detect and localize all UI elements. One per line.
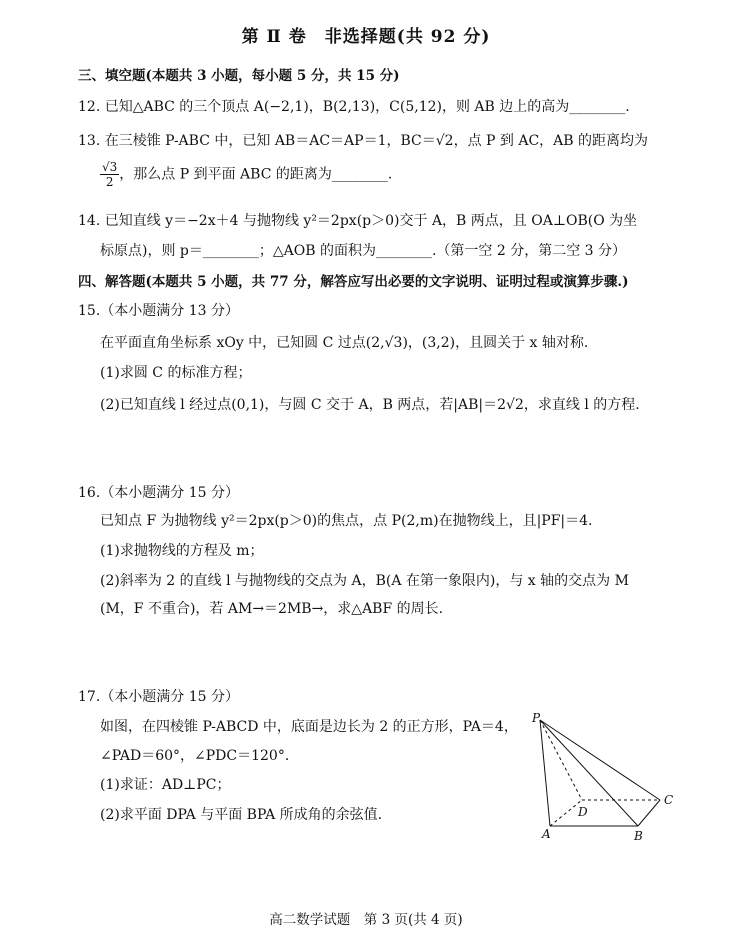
pyramid-figure [528,712,688,844]
question-14-line-2: 标原点)，则 p＝________；△AOB 的面积为________.（第一空 2 分，第二空 3 分） [100,243,627,259]
page-footer: 高二数学试题 第 3 页(共 4 页) [269,912,463,928]
question-16-part-2-line-1: (2)斜率为 2 的直线 l 与抛物线的交点为 A，B(A 在第一象限内)，与 x 轴的交点为 M [100,573,629,589]
edge-BC [638,800,660,826]
fraction-numerator: √3 [102,160,118,174]
question-16-part-2-line-2: (M，F 不重合)，若 AM→＝2MB→，求△ABF 的周长. [100,601,444,617]
label-A: A [542,827,551,841]
question-17-line-2: ∠PAD＝60°，∠PDC＝120°. [100,748,290,764]
question-12: 12. 已知△ABC 的三个顶点 A(−2,1)，B(2,13)，C(5,12)，则 AB 边上的高为________. [78,99,630,115]
question-16-head: 16.（本小题满分 15 分） [78,485,239,501]
fraction-sqrt3-over-2 [100,160,119,189]
section-4-heading: 四、解答题(本题共 5 小题，共 77 分，解答应写出必要的文字说明、证明过程或演算步骤.) [78,274,629,290]
label-D: D [578,805,588,819]
question-17-part-1: (1)求证：AD⊥PC； [100,777,231,793]
question-13-line-1: 13. 在三棱锥 P-ABC 中，已知 AB＝AC＝AP＝1，BC＝√2，点 P 到 AC，AB 的距离均为 [78,133,649,149]
page-title: 第 Ⅱ 卷 非选择题(共 92 分) [241,27,491,47]
question-16-line-1: 已知点 F 为抛物线 y²＝2px(p＞0)的焦点，点 P(2,m)在抛物线上，且|PF|＝4. [100,513,593,529]
fraction-denominator: 2 [105,175,114,189]
question-17-head: 17.（本小题满分 15 分） [78,689,239,705]
section-3-heading: 三、填空题(本题共 3 小题，每小题 5 分，共 15 分) [78,68,400,84]
edge-PC [540,720,660,800]
question-14-line-1: 14. 已知直线 y＝−2x＋4 与抛物线 y²＝2px(p＞0)交于 A，B 两点，且 OA⊥OB(O 为坐 [78,213,638,229]
label-P: P [532,712,541,725]
question-15-head: 15.（本小题满分 13 分） [78,303,239,319]
label-C: C [664,793,674,807]
question-17-part-2: (2)求平面 DPA 与平面 BPA 所成角的余弦值. [100,807,383,823]
question-15-line-1: 在平面直角坐标系 xOy 中，已知圆 C 过点(2,√3)，(3,2)，且圆关于 x 轴对称. [100,335,589,351]
question-15-part-1: (1)求圆 C 的标准方程； [100,365,252,381]
question-13-line-2 [100,160,392,189]
question-16-part-1: (1)求抛物线的方程及 m； [100,543,264,559]
edge-PB [540,720,638,826]
question-15-part-2: (2)已知直线 l 经过点(0,1)，与圆 C 交于 A，B 两点，若|AB|＝2√2，求直线 l 的方程. [100,397,640,413]
question-13-text: ，那么点 P 到平面 ABC 的距离为________. [119,166,393,183]
question-17-line-1: 如图，在四棱锥 P-ABCD 中，底面是边长为 2 的正方形，PA＝4， [100,719,518,735]
label-B: B [634,829,643,843]
